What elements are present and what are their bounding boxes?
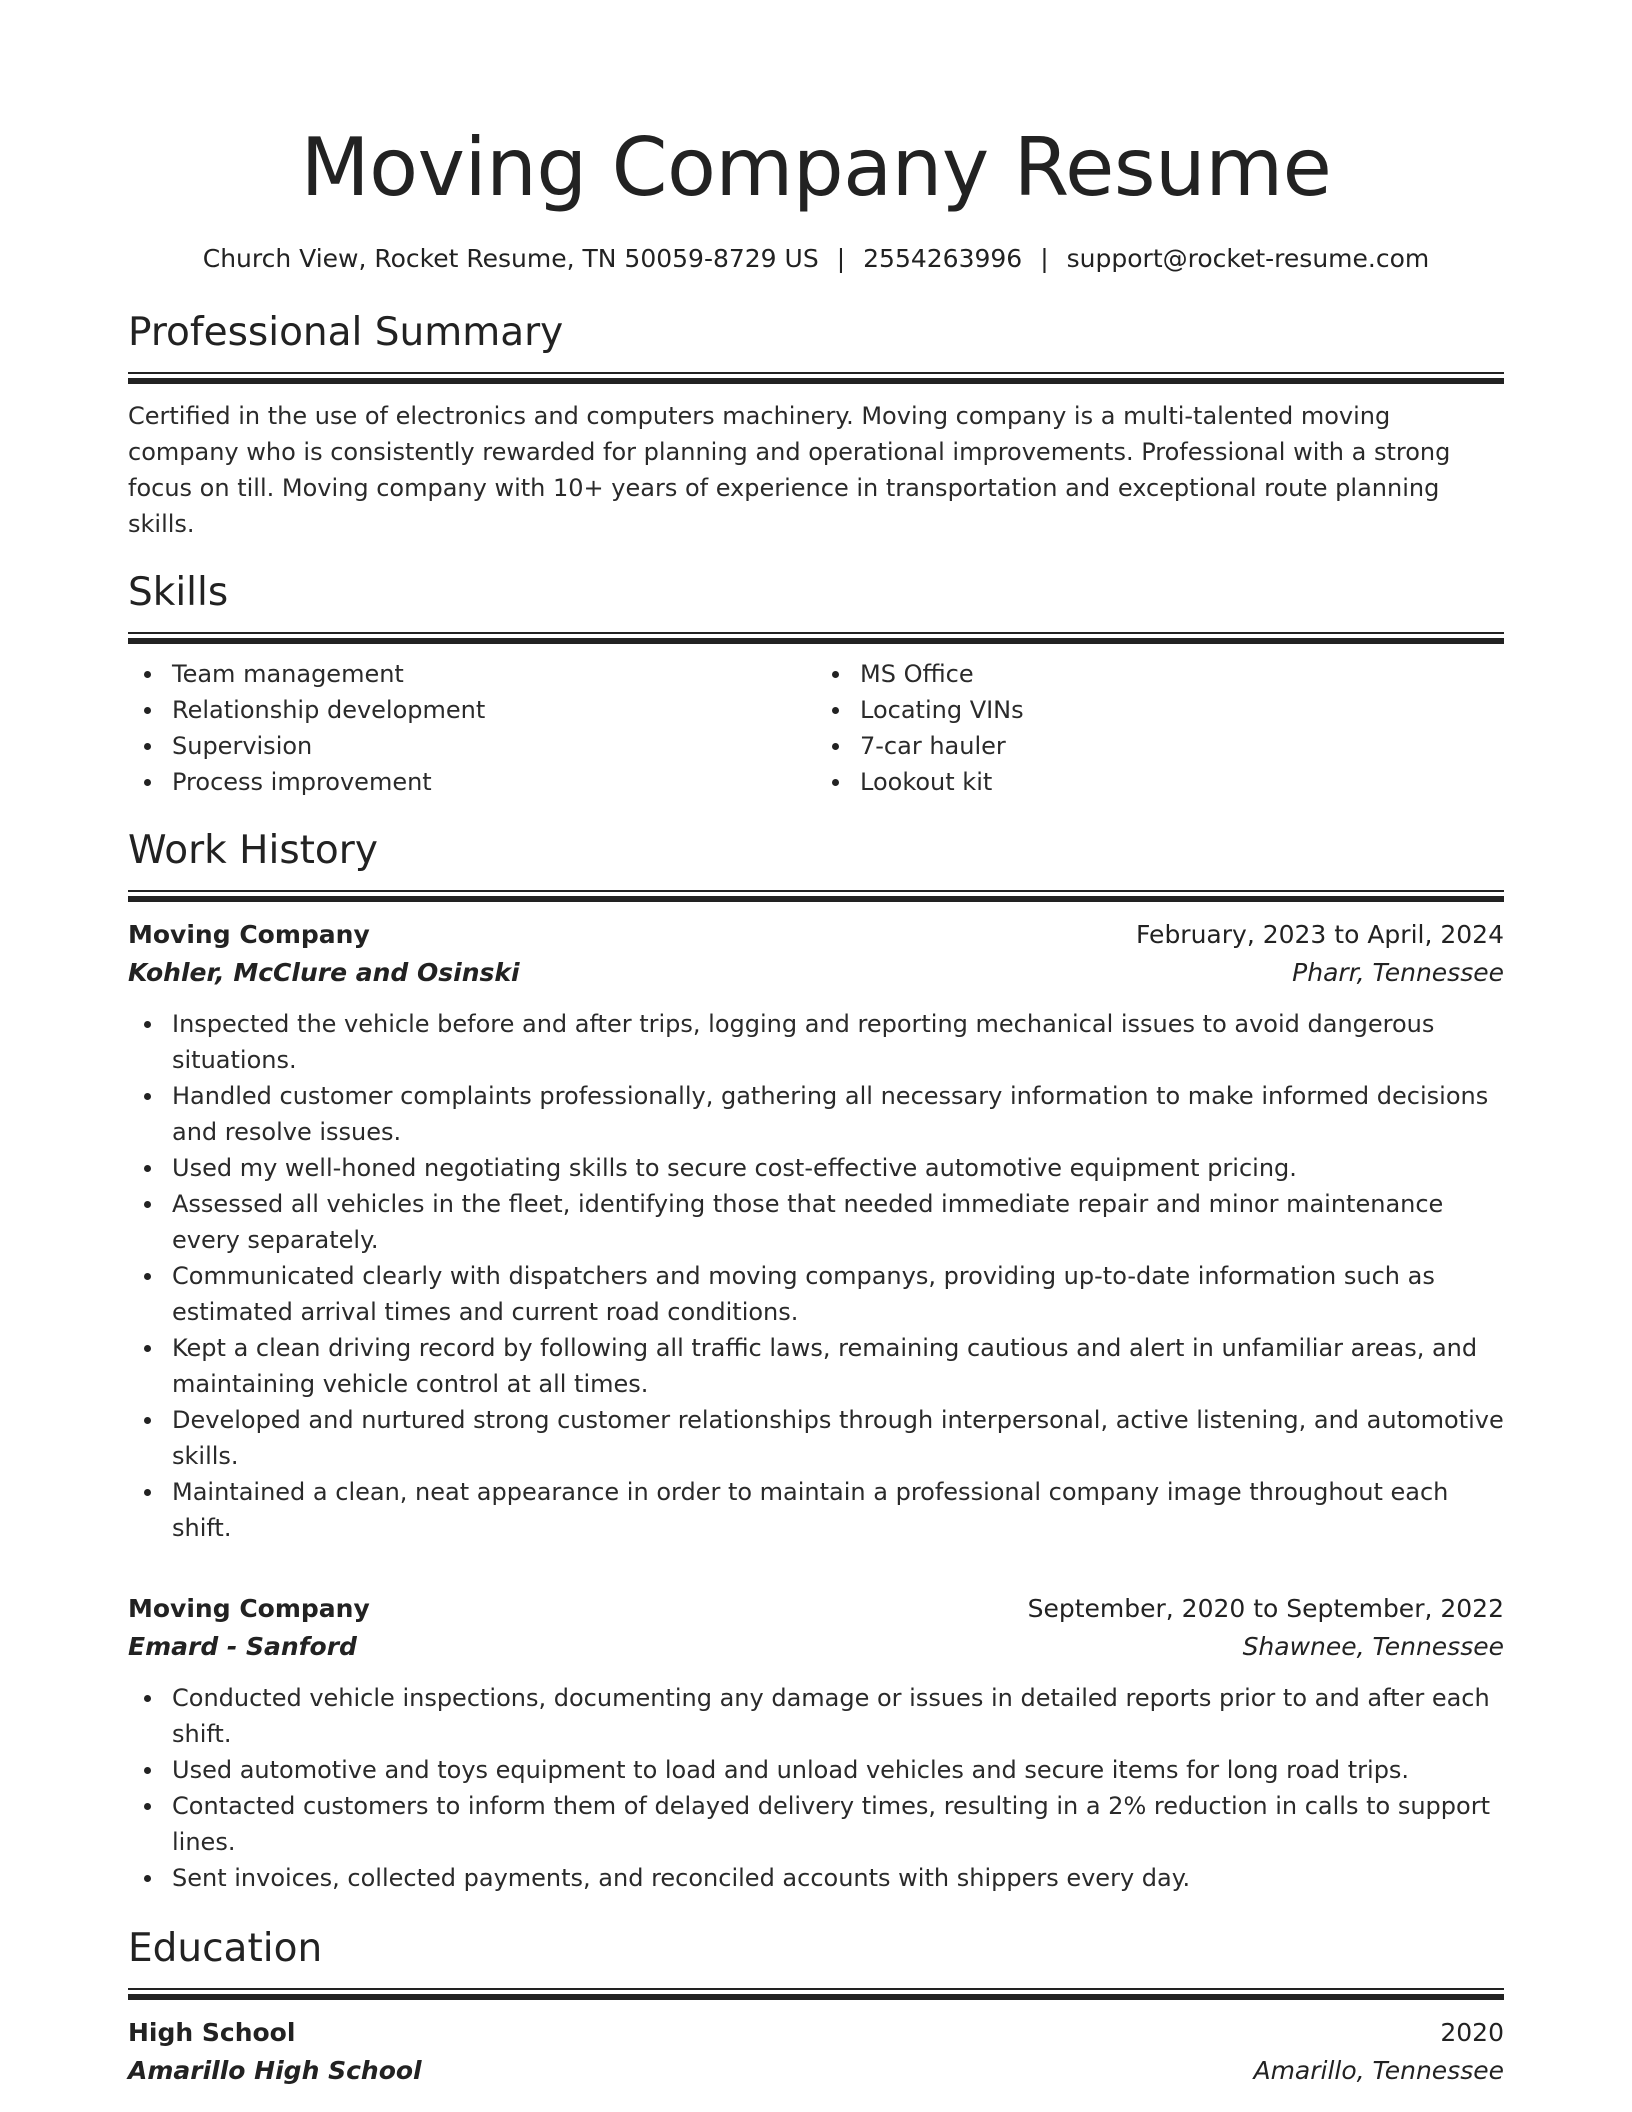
job-entry <box>128 916 1504 1546</box>
skill-item: Team management <box>128 656 816 692</box>
skills-column-left <box>128 656 816 800</box>
contact-line <box>128 242 1504 276</box>
job-employer-row <box>128 1628 1504 1666</box>
job-title: Moving Company <box>128 920 370 949</box>
section-divider <box>128 890 1504 902</box>
skills-section <box>128 568 1504 800</box>
summary-section <box>128 308 1504 542</box>
education-degree: High School <box>128 2018 296 2047</box>
skill-item: Lookout kit <box>816 764 1504 800</box>
contact-separator: | <box>836 244 846 273</box>
job-employer-row <box>128 954 1504 992</box>
job-location: Shawnee, Tennessee <box>1242 1632 1504 1661</box>
job-bullet: Assessed all vehicles in the fleet, identifying those that needed immediate repair and minor maintenance every separately. <box>128 1186 1504 1258</box>
section-heading-work-history: Work History <box>128 828 378 873</box>
job-dates: February, 2023 to April, 2024 <box>1136 920 1504 949</box>
summary-text: Certified in the use of electronics and computers machinery. Moving company is a multi-talented moving company who is consistently rewarded for planning and operational improvements. Professional with a strong focus on till. Moving company with 10+ years of experience in transportation and exceptional route planning skills. <box>128 402 1451 538</box>
job-bullet: Developed and nurtured strong customer relationships through interpersonal, active listening, and automotive skills. <box>128 1402 1504 1474</box>
job-bullet: Communicated clearly with dispatchers and moving companys, providing up-to-date information such as estimated arrival times and current road conditions. <box>128 1258 1504 1330</box>
section-divider <box>128 1988 1504 2000</box>
education-section <box>128 1924 1504 2090</box>
job-bullet: Sent invoices, collected payments, and reconciled accounts with shippers every day. <box>128 1860 1504 1896</box>
job-dates: September, 2020 to September, 2022 <box>1027 1594 1504 1623</box>
job-title: Moving Company <box>128 1594 370 1623</box>
job-bullet: Conducted vehicle inspections, documenting any damage or issues in detailed reports prior to and after each shift. <box>128 1680 1504 1752</box>
skill-item: 7-car hauler <box>816 728 1504 764</box>
job-bullet: Handled customer complaints professionally, gathering all necessary information to make informed decisions and resolve issues. <box>128 1078 1504 1150</box>
skills-column-right <box>816 656 1504 800</box>
contact-email: support@rocket-resume.com <box>1066 244 1430 273</box>
education-entry <box>128 2014 1504 2090</box>
job-bullet: Inspected the vehicle before and after trips, logging and reporting mechanical issues to avoid dangerous situations. <box>128 1006 1504 1078</box>
section-heading-education: Education <box>128 1926 323 1971</box>
skill-item: Process improvement <box>128 764 816 800</box>
job-bullets <box>128 1680 1504 1896</box>
skill-item: MS Office <box>816 656 1504 692</box>
education-school-row <box>128 2052 1504 2090</box>
education-year: 2020 <box>1440 2018 1504 2047</box>
resume-title: Moving Company Resume <box>300 121 1332 214</box>
job-employer: Kohler, McClure and Osinski <box>128 958 520 987</box>
section-heading-skills: Skills <box>128 570 229 615</box>
job-bullets <box>128 1006 1504 1546</box>
job-bullet: Kept a clean driving record by following all traffic laws, remaining cautious and alert in unfamiliar areas, and maintaining vehicle control at all times. <box>128 1330 1504 1402</box>
contact-address: Church View, Rocket Resume, TN 50059-8729 US <box>202 244 819 273</box>
skill-item: Relationship development <box>128 692 816 728</box>
education-header-row <box>128 2014 1504 2052</box>
skills-grid <box>128 656 1504 800</box>
job-employer: Emard - Sanford <box>128 1632 357 1661</box>
section-divider <box>128 372 1504 384</box>
job-bullet: Used my well-honed negotiating skills to secure cost-effective automotive equipment pricing. <box>128 1150 1504 1186</box>
work-history-section <box>128 826 1504 1896</box>
section-divider <box>128 632 1504 644</box>
skill-item: Locating VINs <box>816 692 1504 728</box>
education-location: Amarillo, Tennessee <box>1253 2056 1504 2085</box>
job-bullet: Maintained a clean, neat appearance in order to maintain a professional company image throughout each shift. <box>128 1474 1504 1546</box>
job-bullet: Used automotive and toys equipment to load and unload vehicles and secure items for long road trips. <box>128 1752 1504 1788</box>
job-entry <box>128 1590 1504 1896</box>
job-header-row <box>128 916 1504 954</box>
job-location: Pharr, Tennessee <box>1292 958 1504 987</box>
skill-item: Supervision <box>128 728 816 764</box>
section-heading-summary: Professional Summary <box>128 310 564 355</box>
job-header-row <box>128 1590 1504 1628</box>
contact-phone: 2554263996 <box>863 244 1023 273</box>
contact-separator: | <box>1040 244 1049 273</box>
education-school: Amarillo High School <box>128 2056 422 2085</box>
job-bullet: Contacted customers to inform them of delayed delivery times, resulting in a 2% reduction in calls to support lines. <box>128 1788 1504 1860</box>
